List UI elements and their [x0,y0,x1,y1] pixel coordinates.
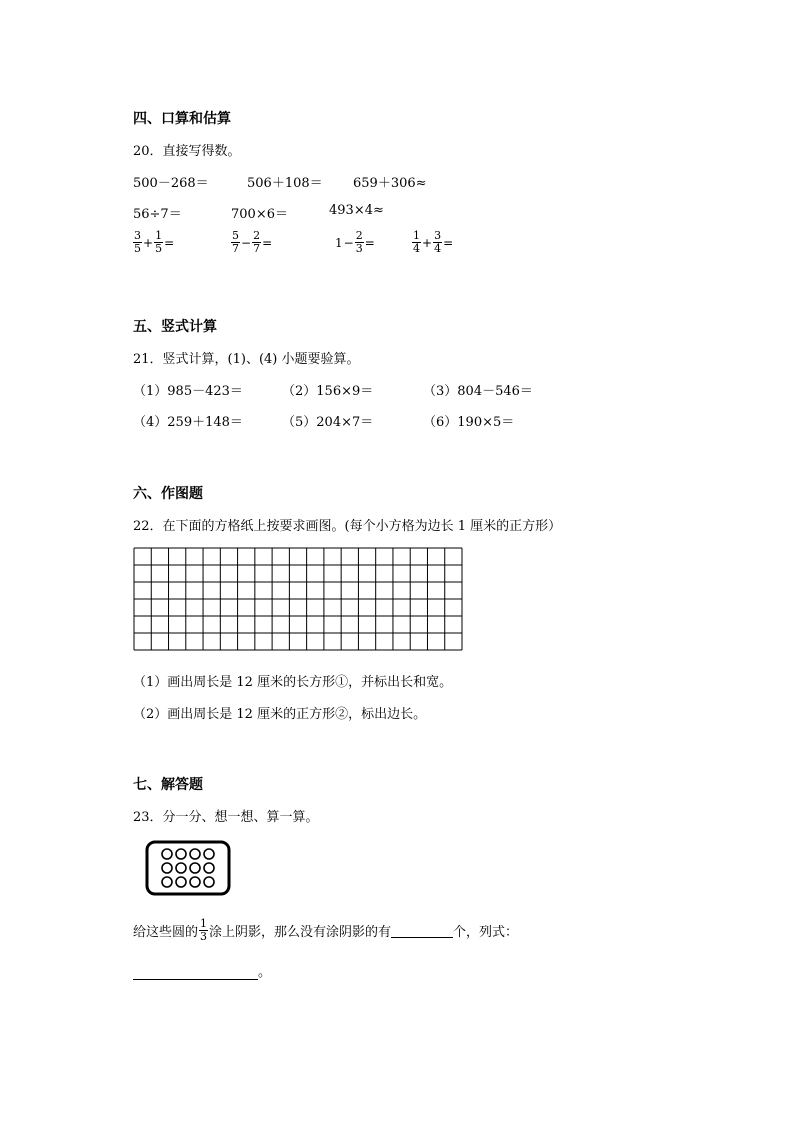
q23-text-c: 个，列式： [453,925,519,940]
tray-circle [204,863,214,873]
q20-item-6: 493×4≈ [329,203,384,218]
numerator: 2 [355,229,363,242]
q23-count-blank[interactable] [391,923,453,938]
numerator: 2 [253,229,261,242]
q21-item-5: （5）204×7＝ [282,415,374,430]
tray-circle [162,863,172,873]
q21-item-1: （1）985－423＝ [133,384,243,399]
denominator: 3 [200,930,208,943]
denominator: 4 [413,242,420,255]
tray-circle [176,863,186,873]
section-5-heading: 五、竖式计算 [133,319,217,335]
q22-sub-2: （2）画出周长是 12 厘米的正方形②，标出边长。 [133,707,427,722]
numerator: 1 [413,229,420,242]
tray-circle [204,849,214,859]
q20-item-1: 500－268＝ [133,176,209,191]
section-6-heading: 六、作图题 [133,486,203,502]
denominator: 3 [355,242,363,255]
q23-expression-blank[interactable] [133,965,258,980]
question-21-stem: 21．竖式计算，(1)、(4) 小题要验算。 [133,352,360,367]
q20-item-3: 659＋306≈ [353,176,427,191]
q20-item-2: 506＋108＝ [247,176,323,191]
q21-item-2: （2）156×9＝ [282,384,374,399]
question-23-stem: 23．分一分、想一想、算一算。 [133,810,319,825]
denominator: 7 [253,242,261,255]
q23-answer-line-1 [133,918,518,943]
q20-fraction-item-3 [335,230,376,255]
operator: − [241,235,252,250]
tray-outline [147,842,229,894]
q20-item-5: 700×6＝ [231,207,288,222]
q20-fraction-item-2 [231,230,273,255]
fraction-one-third [199,918,208,943]
section-7-heading: 七、解答题 [133,777,203,793]
circle-tray-figure [145,840,231,896]
denominator: 4 [434,242,442,255]
operator: + [143,235,154,250]
operator: + [422,235,433,250]
q23-text-a: 给这些圆的 [133,925,199,940]
equals-sign: = [262,235,273,250]
denominator: 7 [232,242,239,255]
tray-circle [190,849,200,859]
section-4-heading: 四、口算和估算 [133,111,231,127]
denominator: 5 [134,242,141,255]
q21-item-4: （4）259＋148＝ [133,415,243,430]
tray-circle [204,877,214,887]
q23-text-end: 。 [258,965,272,980]
numerator: 1 [200,917,208,930]
q20-item-4: 56÷7＝ [133,207,182,222]
fraction [133,230,142,255]
numerator: 3 [434,229,442,242]
fraction [154,230,163,255]
operator: − [343,235,354,250]
whole-number: 1 [335,235,343,250]
q23-text-b: 涂上阴影，那么没有涂阴影的有 [209,925,392,940]
equals-sign: = [364,235,375,250]
tray-circle [190,877,200,887]
fraction [355,230,364,255]
tray-circle [162,877,172,887]
numerator: 5 [232,229,239,242]
tray-circle [190,863,200,873]
q20-fraction-item-1 [133,230,175,255]
numerator: 1 [155,229,163,242]
tray-circle [162,849,172,859]
fraction [231,230,240,255]
tray-circle [176,877,186,887]
equals-sign: = [164,235,175,250]
graph-paper-grid[interactable] [133,547,463,651]
q21-item-6: （6）190×5＝ [423,415,515,430]
q23-answer-line-2 [133,961,271,980]
fraction [412,230,421,255]
numerator: 3 [134,229,141,242]
fraction [433,230,442,255]
equals-sign: = [443,235,454,250]
q22-sub-1: （1）画出周长是 12 厘米的长方形①，并标出长和宽。 [133,675,453,690]
fraction [252,230,261,255]
question-20-stem: 20．直接写得数。 [133,144,241,159]
q20-fraction-item-4 [412,230,454,255]
tray-circle [176,849,186,859]
question-22-stem: 22．在下面的方格纸上按要求画图。(每个小方格为边长 1 厘米的正方形） [133,519,562,534]
q21-item-3: （3）804－546＝ [423,384,533,399]
denominator: 5 [155,242,163,255]
